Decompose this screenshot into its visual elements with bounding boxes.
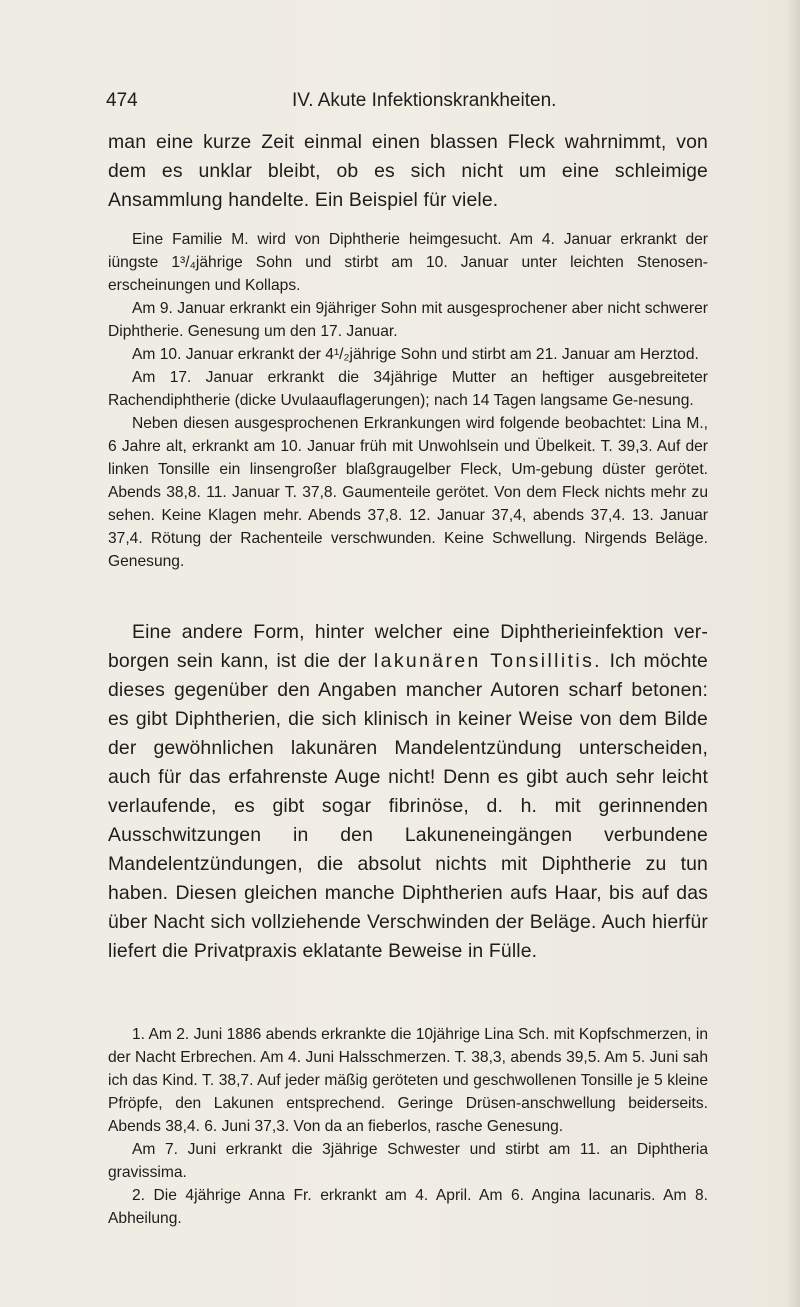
case-paragraph: Neben diesen ausgesprochenen Erkrankungen wird folgende beobachtet: Lina M., 6 Jahre alt, erkrankt am 10. Januar früh mit Unwohlsein und Übelkeit. T. 39,3. Auf der linken Tonsille ein linsengroßer blaßgraugelber Fleck, Um-gebung düster gerötet. Abends 38,8. 11. Januar T. 37,8. Gaumenteile gerötet. Von dem Fleck nichts mehr zu sehen. Keine Klagen mehr. Abends 37,8. 12. Januar 37,4, abends 37,4. 13. Januar 37,4. Rötung der Rachenteile verschwunden. Keine Schwellung. Nirgends Beläge. Genesung. [108,415,708,570]
main-text-pre: Eine andere Form, hinter welcher eine Diphtherieinfektion ver-borgen sein kann, ist die der [108,621,708,672]
example-paragraph: 1. Am 2. Juni 1886 abends erkrankte die 10jährige Lina Sch. mit Kopfschmerzen, in der Nacht Erbrechen. Am 4. Juni Halsschmerzen. T. 38,3, abends 39,5. Am 5. Juni sah ich das Kind. T. 38,7. Auf jeder mäßig geröteten und geschwollenen Tonsille je 5 kleine Pfröpfe, den Lakunen entsprechend. Geringe Drüsen-anschwellung beiderseits. Abends 38,4. 6. Juni 37,3. Von da an fieberlos, rasche Genesung. [108,1026,708,1135]
case-paragraph: Am 9. Januar erkrankt ein 9jähriger Sohn mit ausgesprochener aber nicht schwerer Diphtherie. Genesung um den 17. Januar. [108,300,708,340]
case-paragraph: Am 17. Januar erkrankt die 34jährige Mutter an heftiger ausgebreiteter Rachendiphtherie (dicke Uvulaauflagerungen); nach 14 Tagen langsame Ge-nesung. [108,369,708,409]
main-paragraph [108,618,708,966]
case-examples-block [108,1023,708,1230]
chapter-title: IV. Akute Infektionskrankheiten. [292,90,557,111]
example-paragraph: Am 7. Juni erkrankt die 3jährige Schwester und stirbt am 11. an Diphtheria gravissima. [108,1141,708,1181]
case-paragraph: Am 10. Januar erkrankt der 4¹/₂jährige Sohn und stirbt am 21. Januar am Herztod. [132,346,699,363]
main-paragraph-block [108,618,708,966]
intro-paragraph-block [108,128,708,215]
intro-paragraph: man eine kurze Zeit einmal einen blassen Fleck wahrnimmt, von dem es unklar bleibt, ob es sich nicht um eine schleimige Ansammlung handelte. Ein Beispiel für viele. [108,131,708,211]
case-paragraph: Eine Familie M. wird von Diphtherie heimgesucht. Am 4. Januar erkrankt der iüngste 1³/₄jährige Sohn und stirbt am 10. Januar unter leichten Stenosen-erscheinungen und Kollaps. [108,231,708,294]
main-text-post: Ich möchte dieses gegenüber den Angaben mancher Autoren scharf betonen: es gibt Diphtherien, die sich klinisch in keiner Weise von dem Bilde der gewöhnlichen lakunären Mandelentzündung unterscheiden, auch für das erfahrenste Auge nicht! Denn es gibt auch sehr leicht verlaufende, es gibt sogar fibrinöse, d. h. mit gerinnenden Ausschwitzungen in den Lakuneneingängen verbundene Mandelentzündungen, die absolut nichts mit Diphtherie zu tun haben. Diesen gleichen manche Diphtherien aufs Haar, bis auf das über Nacht sich vollziehende Verschwinden der Beläge. Auch hierfür liefert die Privatpraxis eklatante Beweise in Fülle. [108,650,708,962]
page-number: 474 [106,90,138,111]
page-edge-shadow [786,0,800,1307]
example-paragraph: 2. Die 4jährige Anna Fr. erkrankt am 4. April. Am 6. Angina lacunaris. Am 8. Abheilung. [108,1187,708,1227]
emphasis-term: lakunären Tonsillitis. [373,650,602,672]
case-family-block [108,228,708,573]
